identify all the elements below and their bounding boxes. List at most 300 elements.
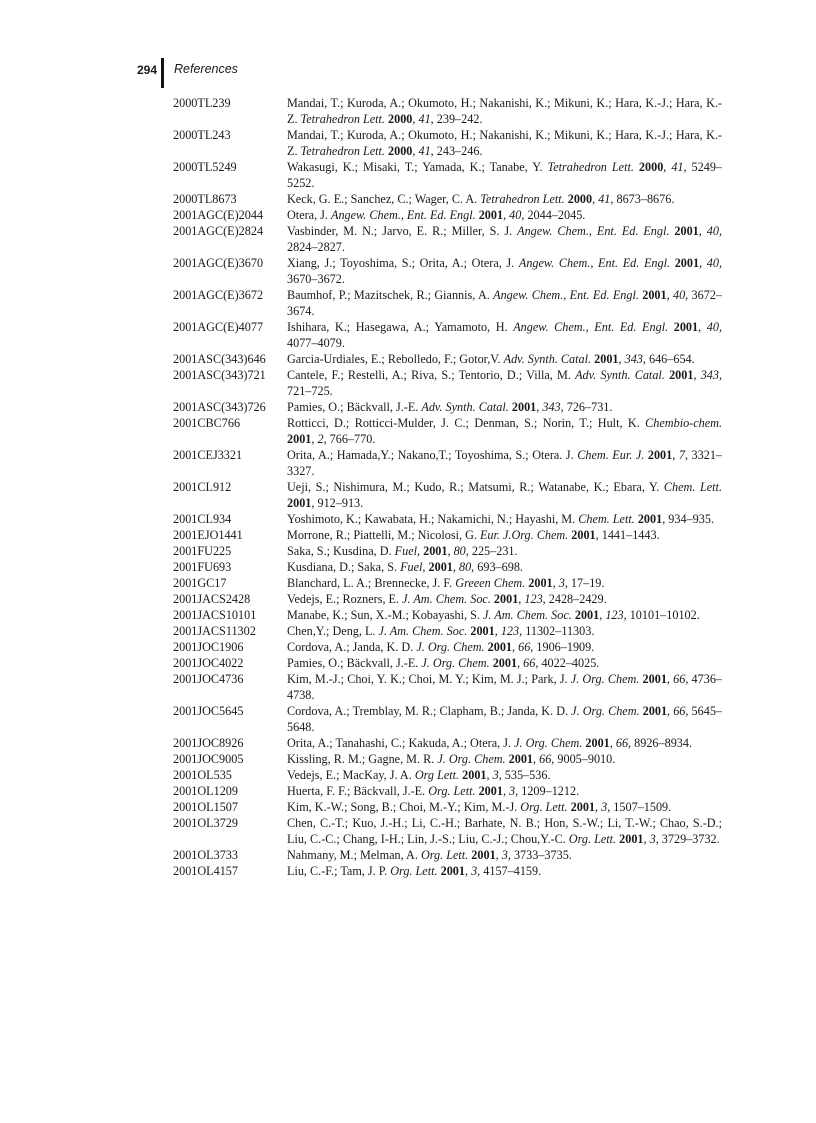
year: 2001 — [470, 624, 495, 638]
reference-citation — [287, 287, 722, 319]
journal-or-volume: Tetrahedron Lett. — [300, 144, 385, 158]
page-number: 294 — [136, 63, 157, 77]
reference-citation — [287, 399, 722, 415]
citation-text: Keck, G. E.; Sanchez, C.; Wager, C. A. — [287, 192, 481, 206]
year: 2001 — [571, 528, 596, 542]
reference-code: 2001ASC(343)721 — [173, 368, 266, 382]
reference-citation — [287, 95, 722, 127]
citation-text: Blanchard, L. A.; Brennecke, J. F. — [287, 576, 456, 590]
reference-citation — [287, 207, 722, 223]
year: 2000 — [638, 160, 664, 174]
year: 2001 — [440, 864, 465, 878]
reference-citation — [287, 751, 722, 767]
year: 2001 — [647, 448, 673, 462]
citation-text: , — [422, 560, 429, 574]
journal-or-volume: 3 — [492, 768, 499, 782]
journal-or-volume: 343 — [700, 368, 719, 382]
year: 2001 — [487, 640, 512, 654]
reference-code: 2001OL1209 — [173, 784, 238, 798]
reference-citation — [287, 543, 722, 559]
journal-or-volume: 123 — [605, 608, 624, 622]
journal-or-volume: 3 — [471, 864, 478, 878]
citation-text: Baumhof, P.; Mazitschek, R.; Giannis, A. — [287, 288, 494, 302]
reference-code: 2001OL3733 — [173, 848, 238, 862]
reference-entry — [173, 767, 722, 783]
reference-code: 2001JOC4736 — [173, 672, 244, 686]
citation-text: , 934–935. — [662, 512, 714, 526]
citation-text: Kissling, R. M.; Gagne, M. R. — [287, 752, 438, 766]
citation-text: , — [698, 224, 707, 238]
year: 2001 — [287, 432, 312, 446]
reference-code: 2001OL535 — [173, 768, 232, 782]
journal-or-volume: Org. Lett. — [428, 784, 476, 798]
journal-or-volume: J. Am. Chem. Soc. — [402, 592, 491, 606]
year: 2001 — [508, 752, 534, 766]
reference-code: 2001JOC9005 — [173, 752, 244, 766]
reference-code: 2001OL4157 — [173, 864, 238, 878]
citation-text: , — [452, 560, 459, 574]
journal-or-volume: Tetrahedron Lett. — [480, 192, 565, 206]
journal-or-volume: 3 — [501, 848, 508, 862]
citation-text: Chen, C.-T.; Kuo, J.-H.; Li, C.-H.; Barhate, N. B.; Hon, S.-W.; Li, T.-W.; Chao, S.-D.; Liu, C.-C.; Chang, I-H.; Lin, J.-S.; Liu, C.-J.; Chou,Y.-C. — [287, 816, 722, 846]
reference-entry — [173, 575, 722, 591]
reference-code: 2001CBC766 — [173, 416, 241, 430]
journal-or-volume: 40 — [672, 288, 686, 302]
reference-entry — [173, 799, 722, 815]
journal-or-volume: J. Org. Chem. — [570, 672, 640, 686]
reference-code: 2000TL5249 — [173, 160, 237, 174]
citation-text: Xiang, J.; Toyoshima, S.; Orita, A.; Otera, J. — [287, 256, 519, 270]
reference-citation — [287, 623, 722, 639]
year: 2001 — [493, 592, 519, 606]
year: 2001 — [511, 400, 537, 414]
reference-entry — [173, 255, 722, 287]
reference-entry — [173, 223, 722, 255]
journal-or-volume: 80 — [453, 544, 466, 558]
reference-citation — [287, 639, 722, 655]
reference-code: 2001JOC5645 — [173, 704, 244, 718]
reference-citation — [287, 799, 722, 815]
citation-text: , — [666, 672, 674, 686]
citation-text: , 535–536. — [498, 768, 551, 782]
citation-text: , 1209–1212. — [515, 784, 580, 798]
reference-code: 2001FU225 — [173, 544, 232, 558]
citation-text: , 646–654. — [642, 352, 695, 366]
reference-citation — [287, 815, 722, 847]
citation-text: , — [609, 736, 616, 750]
journal-or-volume: 3 — [649, 832, 656, 846]
reference-citation — [287, 127, 722, 159]
citation-text: , — [417, 544, 424, 558]
reference-citation — [287, 255, 722, 287]
journal-or-volume: 66 — [673, 672, 686, 686]
citation-text: Ishihara, K.; Hasegawa, A.; Yamamoto, H. — [287, 320, 514, 334]
journal-or-volume: Angew. Chem., Ent. Ed. Engl. — [331, 208, 476, 222]
reference-citation — [287, 511, 722, 527]
citation-text: , 766–770. — [323, 432, 376, 446]
reference-citation — [287, 863, 722, 879]
citation-text: , 693–698. — [471, 560, 523, 574]
journal-or-volume: 41 — [418, 112, 431, 126]
citation-text: Otera, J. — [287, 208, 331, 222]
reference-entry — [173, 95, 722, 127]
journal-or-volume: 3 — [558, 576, 565, 590]
reference-entry — [173, 447, 722, 479]
reference-code: 2001JOC1906 — [173, 640, 244, 654]
citation-text: , 2044–2045. — [521, 208, 586, 222]
journal-or-volume: J. Org. Chem. — [514, 736, 583, 750]
reference-code: 2001AGC(E)4077 — [173, 320, 264, 334]
year: 2001 — [478, 208, 504, 222]
reference-code: 2001AGC(E)2824 — [173, 224, 264, 238]
reference-citation — [287, 447, 722, 479]
citation-text: Chen,Y.; Deng, L. — [287, 624, 379, 638]
journal-or-volume: Org. Lett. — [520, 800, 568, 814]
year: 2001 — [594, 352, 619, 366]
citation-text: , 2824–2827. — [287, 224, 723, 254]
journal-or-volume: 3 — [601, 800, 608, 814]
reference-code: 2001CEJ3321 — [173, 448, 243, 462]
journal-or-volume: Fuel — [394, 544, 417, 558]
citation-text: , — [592, 192, 599, 206]
reference-entry — [173, 399, 722, 415]
reference-code: 2001JACS2428 — [173, 592, 251, 606]
journal-or-volume: Angew. Chem., Ent. Ed. Engl. — [493, 288, 639, 302]
journal-or-volume: Org. Lett. — [390, 864, 438, 878]
citation-text: , — [663, 160, 672, 174]
citation-text: , — [672, 448, 679, 462]
journal-or-volume: Adv. Synth. Catal. — [421, 400, 509, 414]
reference-entry — [173, 847, 722, 863]
citation-text: , — [518, 592, 525, 606]
citation-text: , 9005–9010. — [551, 752, 616, 766]
reference-entry — [173, 671, 722, 703]
reference-entry — [173, 191, 722, 207]
citation-text: , 11302–11303. — [519, 624, 595, 638]
journal-or-volume: 2 — [317, 432, 324, 446]
reference-entry — [173, 159, 722, 191]
reference-entry — [173, 511, 722, 527]
journal-or-volume: Angew. Chem., Ent. Ed. Engl. — [517, 224, 670, 238]
citation-text: Pamies, O.; Bäckvall, J.-E. — [287, 656, 422, 670]
reference-code: 2001AGC(E)2044 — [173, 208, 264, 222]
citation-text: , 225–231. — [465, 544, 518, 558]
citation-text: , — [666, 288, 673, 302]
citation-text: Kim, K.-W.; Song, B.; Choi, M.-Y.; Kim, M.-J. — [287, 800, 521, 814]
reference-code: 2001JOC8926 — [173, 736, 244, 750]
year: 2001 — [642, 288, 667, 302]
citation-text: , 1441–1443. — [595, 528, 660, 542]
journal-or-volume: Chembio-chem. — [645, 416, 722, 430]
journal-or-volume: Chem. Lett. — [663, 480, 722, 494]
reference-citation — [287, 703, 722, 735]
reference-citation — [287, 847, 722, 863]
reference-code: 2001JACS11302 — [173, 624, 256, 638]
journal-or-volume: 66 — [615, 736, 629, 750]
reference-entry — [173, 623, 722, 639]
citation-text: Kusdiana, D.; Saka, S. — [287, 560, 401, 574]
reference-code: 2000TL243 — [173, 128, 231, 142]
year: 2000 — [388, 112, 413, 126]
year: 2001 — [642, 672, 667, 686]
year: 2001 — [642, 704, 668, 718]
citation-text: , 5249–5252. — [287, 160, 723, 190]
reference-entry — [173, 655, 722, 671]
citation-text: Garcia-Urdiales, E.; Rebolledo, F.; Gotor,V. — [287, 352, 504, 366]
reference-entry — [173, 543, 722, 559]
year: 2001 — [471, 848, 496, 862]
reference-code: 2001EJO1441 — [173, 528, 243, 542]
year: 2001 — [585, 736, 610, 750]
citation-text: , 239–242. — [430, 112, 483, 126]
year: 2001 — [478, 784, 503, 798]
reference-entry — [173, 207, 722, 223]
citation-text: , — [495, 848, 502, 862]
year: 2001 — [673, 320, 699, 334]
citation-text: Cantele, F.; Restelli, A.; Riva, S.; Tentorio, D.; Villa, M. — [287, 368, 576, 382]
year: 2001 — [669, 368, 694, 382]
citation-text: , — [618, 352, 625, 366]
reference-code: 2001GC17 — [173, 576, 227, 590]
citation-text: , 4736–4738. — [287, 672, 723, 702]
header-rule — [161, 58, 164, 88]
citation-text: , — [486, 768, 493, 782]
reference-code: 2001FU693 — [173, 560, 232, 574]
citation-text: , 8673–8676. — [610, 192, 675, 206]
reference-entry — [173, 639, 722, 655]
reference-entry — [173, 751, 722, 767]
reference-citation — [287, 527, 722, 543]
citation-text: Mandai, T.; Kuroda, A.; Okumoto, H.; Nakanishi, K.; Mikuni, K.; Hara, K.-J.; Hara, K.-Z. — [287, 96, 722, 126]
citation-text: , — [412, 112, 419, 126]
reference-entry — [173, 287, 722, 319]
reference-citation — [287, 159, 722, 191]
reference-citation — [287, 655, 722, 671]
reference-citation — [287, 191, 722, 207]
citation-text: Vedejs, E.; Rozners, E. — [287, 592, 403, 606]
reference-entry — [173, 527, 722, 543]
year: 2001 — [674, 256, 700, 270]
citation-text: , — [699, 256, 707, 270]
citation-text: , 721–725. — [287, 368, 723, 398]
reference-code: 2001CL934 — [173, 512, 232, 526]
journal-or-volume: 343 — [624, 352, 643, 366]
reference-code: 2001JACS10101 — [173, 608, 257, 622]
citation-text: , — [517, 656, 524, 670]
journal-or-volume: J. Am. Chem. Soc. — [483, 608, 572, 622]
year: 2001 — [674, 224, 699, 238]
reference-entry — [173, 479, 722, 511]
reference-entry — [173, 783, 722, 799]
journal-or-volume: Fuel — [400, 560, 423, 574]
citation-text: , — [595, 800, 602, 814]
citation-text: Ueji, S.; Nishimura, M.; Kudo, R.; Matsumi, R.; Watanabe, K.; Ebara, Y. — [287, 480, 664, 494]
journal-or-volume: J. Org. Chem. — [416, 640, 485, 654]
citation-text: , 17–19. — [564, 576, 605, 590]
citation-text: Kim, M.-J.; Choi, Y. K.; Choi, M. Y.; Kim, M. J.; Park, J. — [287, 672, 571, 686]
citation-text: Orita, A.; Tanahashi, C.; Kakuda, A.; Otera, J. — [287, 736, 515, 750]
citation-text: , 4022–4025. — [535, 656, 600, 670]
reference-code: 2001OL1507 — [173, 800, 238, 814]
reference-citation — [287, 367, 722, 399]
year: 2001 — [619, 832, 644, 846]
journal-or-volume: 40 — [706, 320, 719, 334]
citation-text: , — [533, 752, 540, 766]
reference-entry — [173, 559, 722, 575]
reference-citation — [287, 559, 722, 575]
reference-code: 2001OL3729 — [173, 816, 238, 830]
citation-text: , — [502, 784, 510, 798]
journal-or-volume: 66 — [518, 640, 531, 654]
journal-or-volume: Org Lett. — [414, 768, 460, 782]
citation-text: , — [412, 144, 419, 158]
journal-or-volume: J. Am. Chem. Soc. — [378, 624, 468, 638]
year: 2000 — [567, 192, 593, 206]
journal-or-volume: Tetrahedron Lett. — [300, 112, 385, 126]
citation-text: Morrone, R.; Piattelli, M.; Nicolosi, G. — [287, 528, 480, 542]
journal-or-volume: 66 — [523, 656, 536, 670]
reference-entry — [173, 127, 722, 159]
reference-entry — [173, 815, 722, 847]
citation-text: , — [552, 576, 559, 590]
journal-or-volume: 40 — [706, 224, 719, 238]
reference-entry — [173, 735, 722, 751]
citation-text: Vasbinder, M. N.; Jarvo, E. R.; Miller, S. J. — [287, 224, 518, 238]
year: 2001 — [492, 656, 518, 670]
reference-citation — [287, 735, 722, 751]
year: 2001 — [428, 560, 453, 574]
citation-text: Huerta, F. F.; Bäckvall, J.-E. — [287, 784, 429, 798]
citation-text: , 3733–3735. — [507, 848, 572, 862]
citation-text: , 4077–4079. — [287, 320, 722, 350]
citation-text: , 3672–3674. — [287, 288, 723, 318]
reference-citation — [287, 591, 722, 607]
year: 2000 — [388, 144, 413, 158]
journal-or-volume: 343 — [542, 400, 561, 414]
citation-text: Orita, A.; Hamada,Y.; Nakano,T.; Toyoshima, S.; Otera. J. — [287, 448, 578, 462]
reference-citation — [287, 415, 722, 447]
journal-or-volume: Angew. Chem., Ent. Ed. Engl. — [518, 256, 671, 270]
journal-or-volume: 3 — [509, 784, 516, 798]
journal-or-volume: J. Org. Chem. — [437, 752, 506, 766]
year: 2001 — [287, 496, 312, 510]
journal-or-volume: J. Org. Chem. — [571, 704, 640, 718]
year: 2001 — [637, 512, 663, 526]
journal-or-volume: Chem. Eur. J. — [577, 448, 645, 462]
citation-text: , — [512, 640, 519, 654]
citation-text: Saka, S.; Kusdina, D. — [287, 544, 395, 558]
journal-or-volume: 66 — [673, 704, 686, 718]
journal-or-volume: 123 — [500, 624, 520, 638]
citation-text: Vedejs, E.; MacKay, J. A. — [287, 768, 415, 782]
reference-entry — [173, 415, 722, 447]
citation-text: , — [599, 608, 606, 622]
journal-or-volume: Greeen Chem. — [455, 576, 526, 590]
citation-text: , — [464, 864, 472, 878]
reference-entry — [173, 367, 722, 399]
citation-text: , 1906–1909. — [530, 640, 595, 654]
reference-list — [173, 95, 722, 879]
journal-or-volume: Angew. Chem., Ent. Ed. Engl. — [513, 320, 669, 334]
citation-text: , — [698, 320, 707, 334]
journal-or-volume: Org. Lett. — [420, 848, 469, 862]
reference-entry — [173, 319, 722, 351]
journal-or-volume: Org. Lett. — [568, 832, 617, 846]
citation-text: Liu, C.-F.; Tam, J. P. — [287, 864, 391, 878]
year: 2001 — [570, 800, 595, 814]
journal-or-volume: Eur. J.Org. Chem. — [479, 528, 569, 542]
reference-entry — [173, 351, 722, 367]
citation-text: , — [503, 208, 510, 222]
journal-or-volume: 40 — [706, 256, 719, 270]
journal-or-volume: 7 — [678, 448, 685, 462]
reference-citation — [287, 767, 722, 783]
citation-text: , — [311, 432, 318, 446]
reference-entry — [173, 591, 722, 607]
citation-text: , — [643, 832, 650, 846]
citation-text: Pamies, O.; Bäckvall, J.-E. — [287, 400, 422, 414]
reference-code: 2001AGC(E)3672 — [173, 288, 264, 302]
citation-text: , 10101–10102. — [623, 608, 700, 622]
reference-entry — [173, 863, 722, 879]
journal-or-volume: Adv. Synth. Catal. — [575, 368, 665, 382]
citation-text: Mandai, T.; Kuroda, A.; Okumoto, H.; Nakanishi, K.; Mikuni, K.; Hara, K.-J.; Hara, K.-Z. — [287, 128, 722, 158]
citation-text: Yoshimoto, K.; Kawabata, H.; Nakamichi, N.; Hayashi, M. — [287, 512, 579, 526]
reference-citation — [287, 351, 722, 367]
citation-text: , — [693, 368, 701, 382]
journal-or-volume: 41 — [598, 192, 611, 206]
citation-text: Manabe, K.; Sun, X.-M.; Kobayashi, S. — [287, 608, 483, 622]
reference-citation — [287, 319, 722, 351]
reference-code: 2001ASC(343)646 — [173, 352, 266, 366]
journal-or-volume: 66 — [539, 752, 552, 766]
reference-citation — [287, 479, 722, 511]
citation-text: , 5645–5648. — [287, 704, 723, 734]
journal-or-volume: 41 — [418, 144, 431, 158]
running-title: References — [174, 62, 238, 76]
citation-text: Wakasugi, K.; Misaki, T.; Yamada, K.; Tanabe, Y. — [287, 160, 548, 174]
citation-text: , 3321–3327. — [287, 448, 723, 478]
citation-text: , 1507–1509. — [607, 800, 672, 814]
reference-entry — [173, 607, 722, 623]
citation-text: Cordova, A.; Tremblay, M. R.; Clapham, B.; Janda, K. D. — [287, 704, 572, 718]
year: 2001 — [462, 768, 487, 782]
citation-text: , — [447, 544, 454, 558]
citation-text: , 4157–4159. — [477, 864, 542, 878]
citation-text: Rotticci, D.; Rotticci-Mulder, J. C.; Denman, S.; Norin, T.; Hult, K. — [287, 416, 646, 430]
reference-code: 2001CL912 — [173, 480, 232, 494]
journal-or-volume: 80 — [458, 560, 472, 574]
citation-text: Nahmany, M.; Melman, A. — [287, 848, 421, 862]
citation-text: Cordova, A.; Janda, K. D. — [287, 640, 417, 654]
page-header — [0, 58, 816, 86]
reference-code: 2000TL239 — [173, 96, 231, 110]
reference-citation — [287, 607, 722, 623]
journal-or-volume: 123 — [524, 592, 543, 606]
reference-code: 2001ASC(343)726 — [173, 400, 266, 414]
reference-citation — [287, 783, 722, 799]
reference-code: 2001JOC4022 — [173, 656, 244, 670]
journal-or-volume: 40 — [509, 208, 522, 222]
journal-or-volume: Tetrahedron Lett. — [547, 160, 634, 174]
journal-or-volume: J. Org. Chem. — [421, 656, 490, 670]
reference-citation — [287, 223, 722, 255]
citation-text: , 8926–8934. — [628, 736, 693, 750]
citation-text: , — [494, 624, 501, 638]
citation-text: , 726–731. — [560, 400, 613, 414]
citation-text: , 912–913. — [311, 496, 364, 510]
journal-or-volume: 41 — [671, 160, 684, 174]
